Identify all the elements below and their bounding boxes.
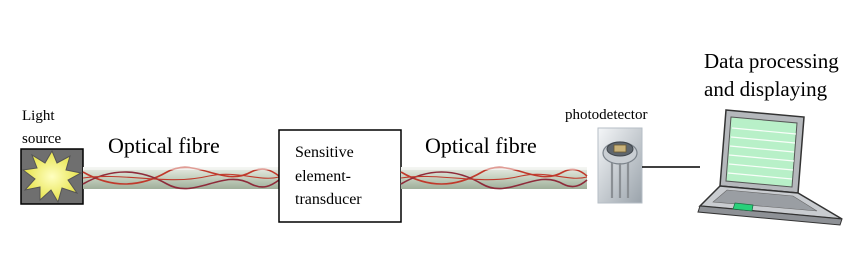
data-processing-label-line1: Data processing: [704, 49, 839, 73]
laptop-icon: [698, 110, 842, 225]
optical-fibre-label-left: Optical fibre: [108, 133, 220, 158]
transducer-label-line3: transducer: [295, 191, 362, 208]
transducer-label-line1: Sensitive: [295, 144, 354, 161]
optical-fibre-label-right: Optical fibre: [425, 133, 537, 158]
optical-fibre-left: [83, 167, 279, 189]
photodetector-label: photodetector: [565, 107, 648, 123]
light-source-label-line2: source: [22, 131, 62, 147]
light-source-label-line1: Light: [22, 108, 55, 124]
data-processing-label-line2: and displaying: [704, 77, 828, 101]
photodiode-icon: [598, 128, 642, 203]
starburst-icon: [21, 149, 83, 204]
optical-fibre-right: [401, 167, 587, 189]
transducer-label-line2: element-: [295, 168, 351, 185]
